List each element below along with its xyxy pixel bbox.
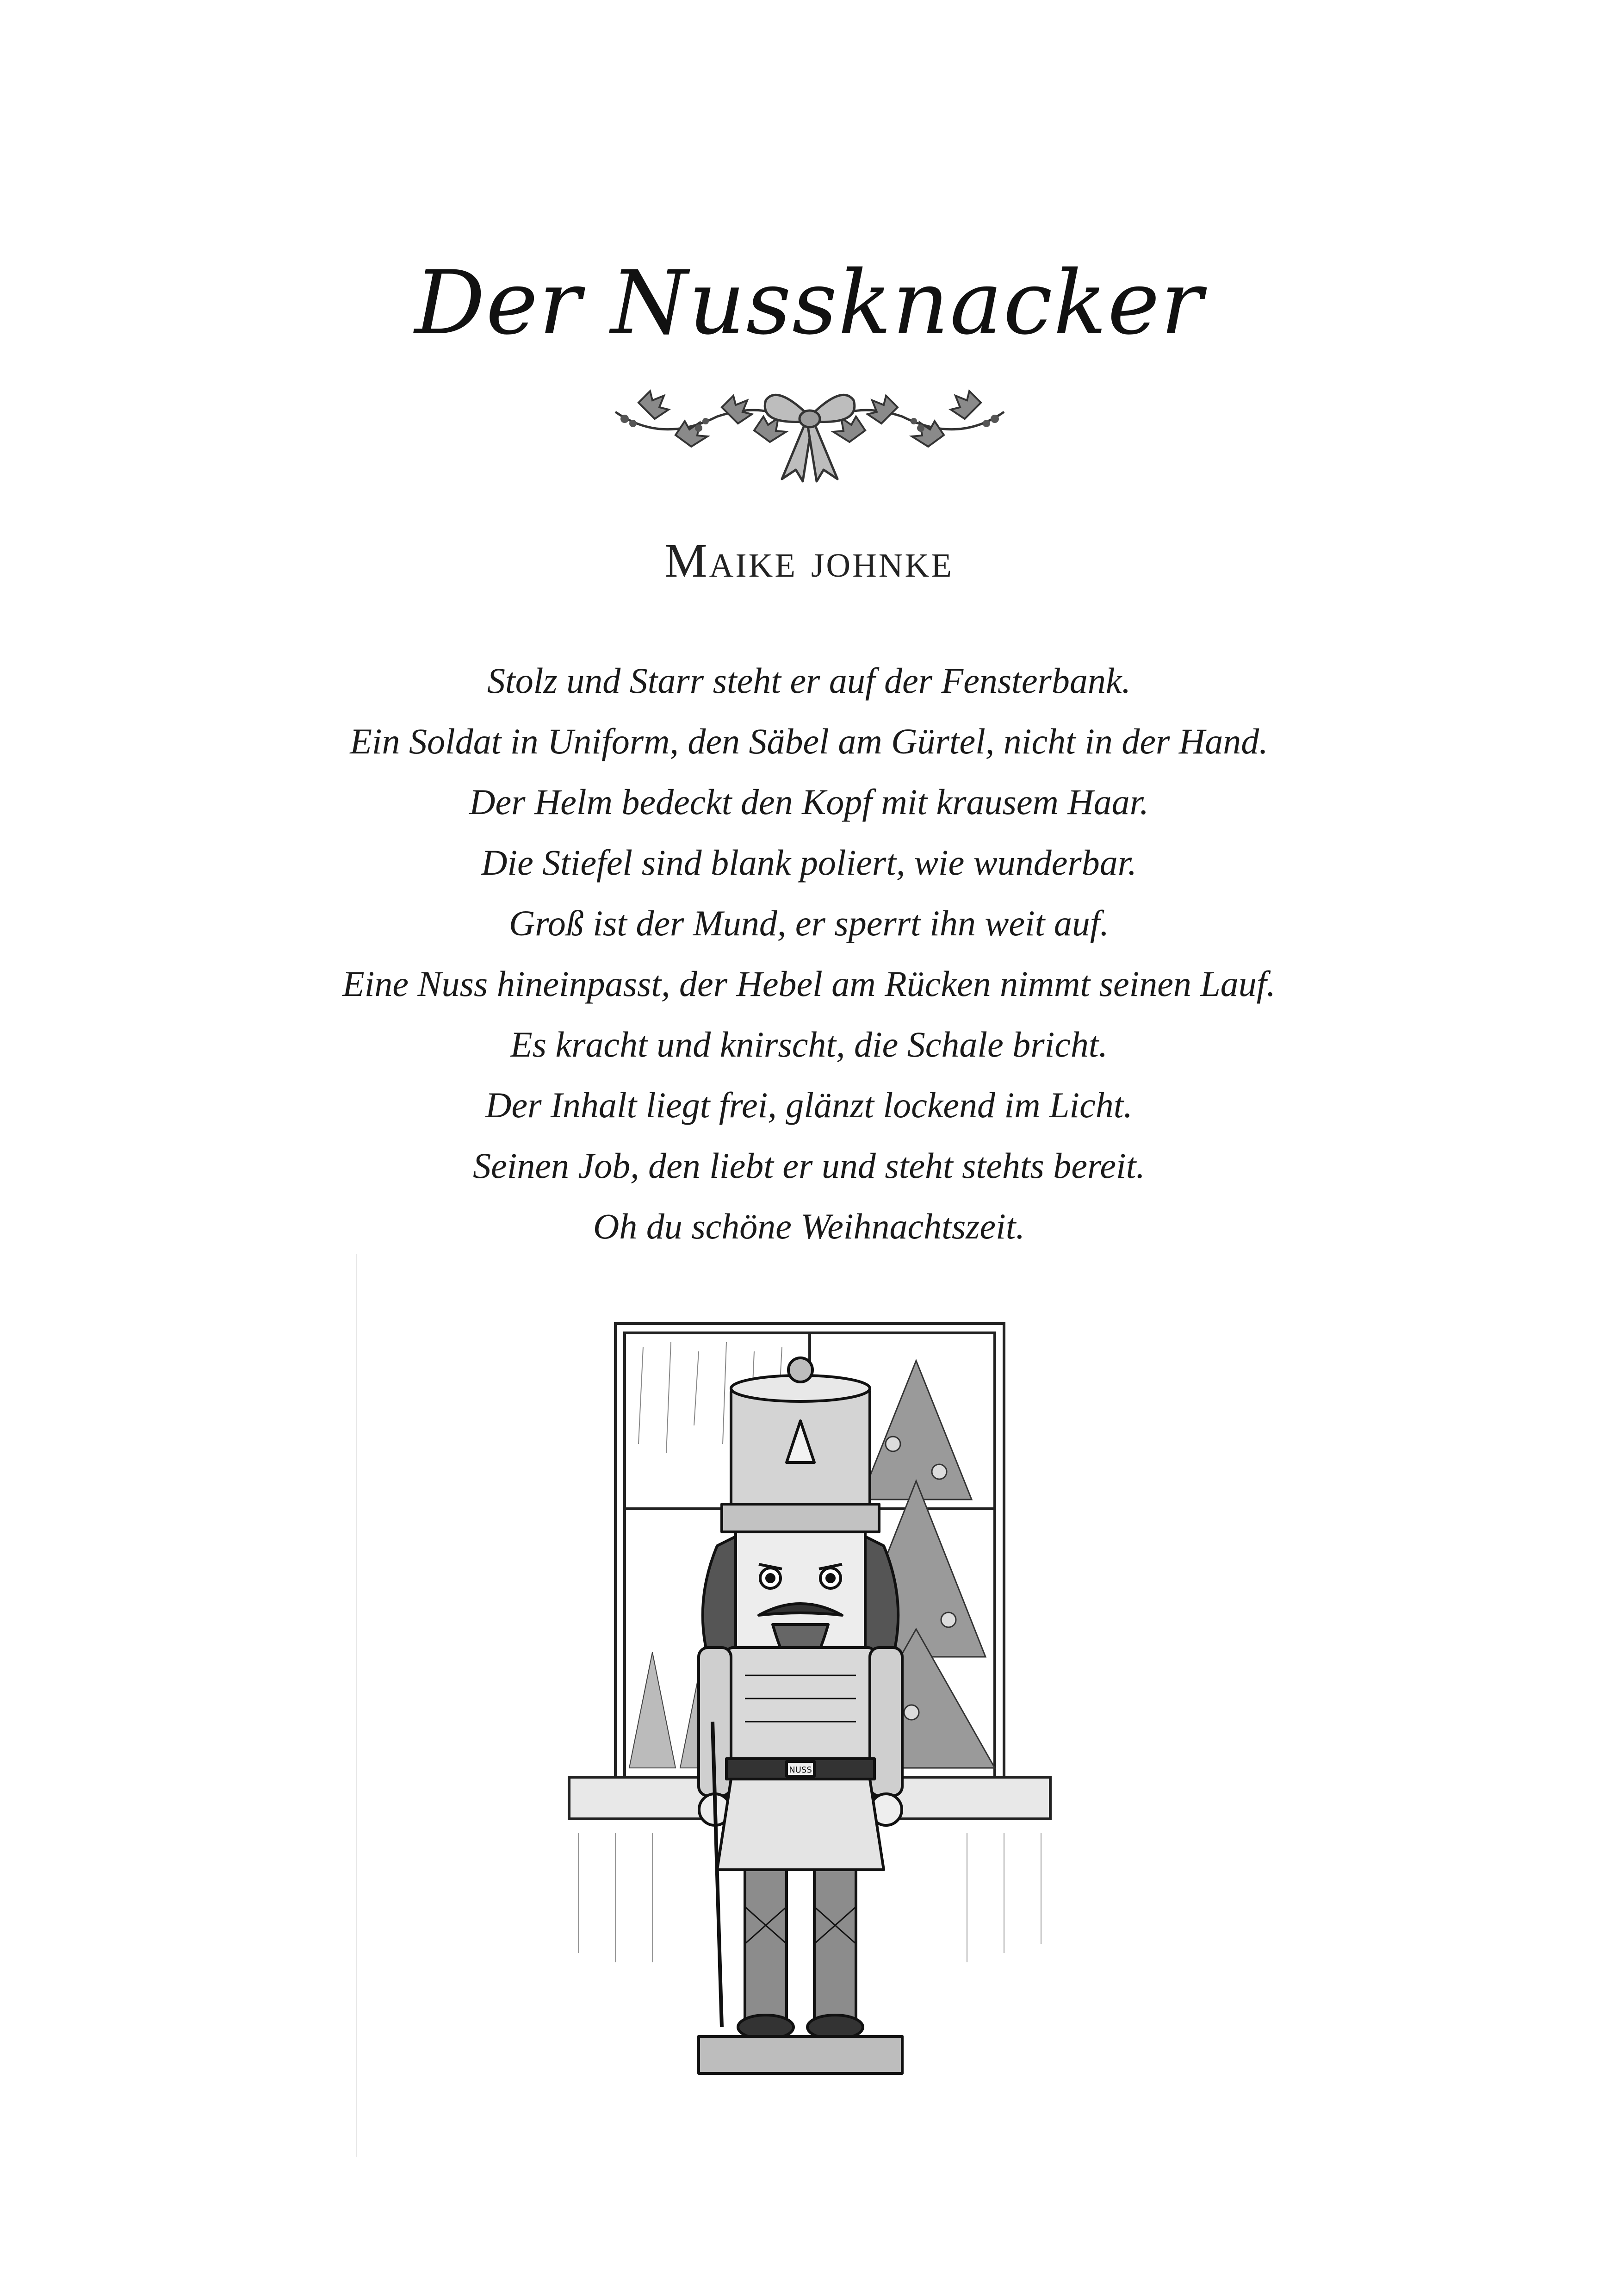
- poem-line: Ein Soldat in Uniform, den Säbel am Gürtel, nicht in der Hand.: [350, 721, 1268, 761]
- poem-line: Der Inhalt liegt frei, glänzt lockend im Licht.: [485, 1085, 1133, 1125]
- poem-title: Der Nussknacker: [414, 252, 1204, 354]
- poem-line: Die Stiefel sind blank poliert, wie wunderbar.: [481, 842, 1137, 883]
- nutcracker-belt-badge: NUSS: [789, 1765, 812, 1775]
- holly-bow-garland-icon: [606, 375, 1013, 486]
- nutcracker-at-window-icon: [560, 1305, 1060, 2101]
- page-divider: [356, 1254, 357, 2157]
- poem-line: Stolz und Starr steht er auf der Fensterbank.: [487, 660, 1131, 701]
- poem-line: Eine Nuss hineinpasst, der Hebel am Rücken nimmt seinen Lauf.: [342, 964, 1276, 1004]
- poem-line: Groß ist der Mund, er sperrt ihn weit auf.: [508, 903, 1110, 943]
- poem-author: Maike johnke: [664, 534, 954, 587]
- poem-line: Es kracht und knirscht, die Schale bricht.: [510, 1024, 1108, 1064]
- poem-line: Der Helm bedeckt den Kopf mit krausem Haar.: [469, 782, 1149, 822]
- poem-body: [93, 650, 1525, 1257]
- poem-line: Seinen Job, den liebt er und steht stehts bereit.: [473, 1145, 1145, 1186]
- poem-line: Oh du schöne Weihnachtszeit.: [593, 1206, 1025, 1246]
